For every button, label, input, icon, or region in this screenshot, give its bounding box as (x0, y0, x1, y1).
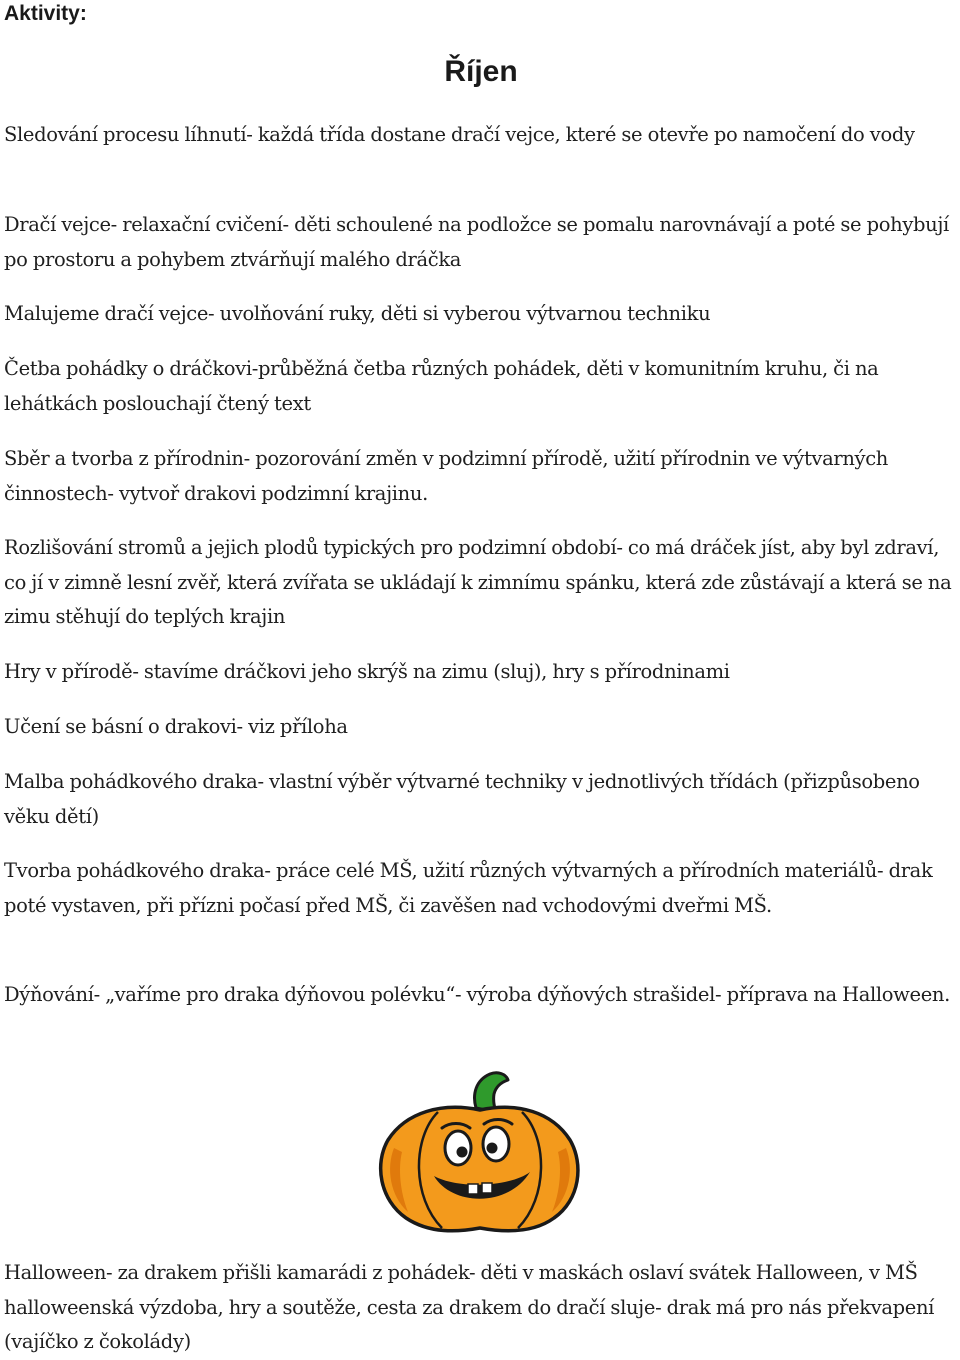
pumpkin-icon (372, 1068, 587, 1238)
activity-paragraph: Malujeme dračí vejce- uvolňování ruky, děti si vyberou výtvarnou techniku (4, 302, 711, 325)
activity-paragraph: Dýňování- „vaříme pro draka dýňovou polévku“- výroba dýňových strašidel- příprava na Halloween. (4, 983, 950, 1006)
activity-paragraph: Dračí vejce- relaxační cvičení- děti schoulené na podložce se pomalu narovnávají a poté se pohybují po prostoru a pohybem ztvárňují malého dráčka (4, 213, 949, 271)
activity-paragraph: Četba pohádky o dráčkovi-průběžná četba různých pohádek, děti v komunitním kruhu, či na lehátkách poslouchají čtený text (4, 357, 879, 415)
activity-paragraph: Sledování procesu líhnutí- každá třída dostane dračí vejce, které se otevře po namočení do vody (4, 123, 915, 146)
activity-paragraph: Tvorba pohádkového draka- práce celé MŠ, užití různých výtvarných a přírodních materiálů- drak poté vystaven, při přízni počasí před MŠ, či zavěšen nad vchodovými dveřmi MŠ. (4, 859, 933, 917)
activity-paragraph: Učení se básní o drakovi- viz příloha (4, 715, 348, 738)
page-heading: Aktivity: (4, 2, 87, 25)
activity-paragraph: Malba pohádkového draka- vlastní výběr výtvarné techniky v jednotlivých třídách (přizpůsobeno věku dětí) (4, 770, 920, 828)
activity-paragraph: Halloween- za drakem přišli kamarádi z pohádek- děti v maskách oslaví svátek Halloween, v MŠ halloweenská výzdoba, hry a soutěže, cesta za drakem do dračí sluje- drak má pro nás překvapení (vajíčko z čokolády) (4, 1261, 935, 1353)
activity-paragraph: Hry v přírodě- stavíme dráčkovi jeho skrýš na zimu (sluj), hry s přírodninami (4, 660, 730, 683)
activity-paragraph: Rozlišování stromů a jejich plodů typických pro podzimní období- co má dráček jíst, aby byl zdraví, co jí v zimně lesní zvěř, která zvířata se ukládají k zimnímu spánku, která zde zůstávají a která se na zimu stěhují do teplých krajin (4, 536, 952, 628)
activity-paragraph: Sběr a tvorba z přírodnin- pozorování změn v podzimní přírodě, užití přírodnin ve výtvarných činnostech- vytvoř drakovi podzimní krajinu. (4, 447, 888, 505)
month-title: Říjen (444, 55, 518, 88)
